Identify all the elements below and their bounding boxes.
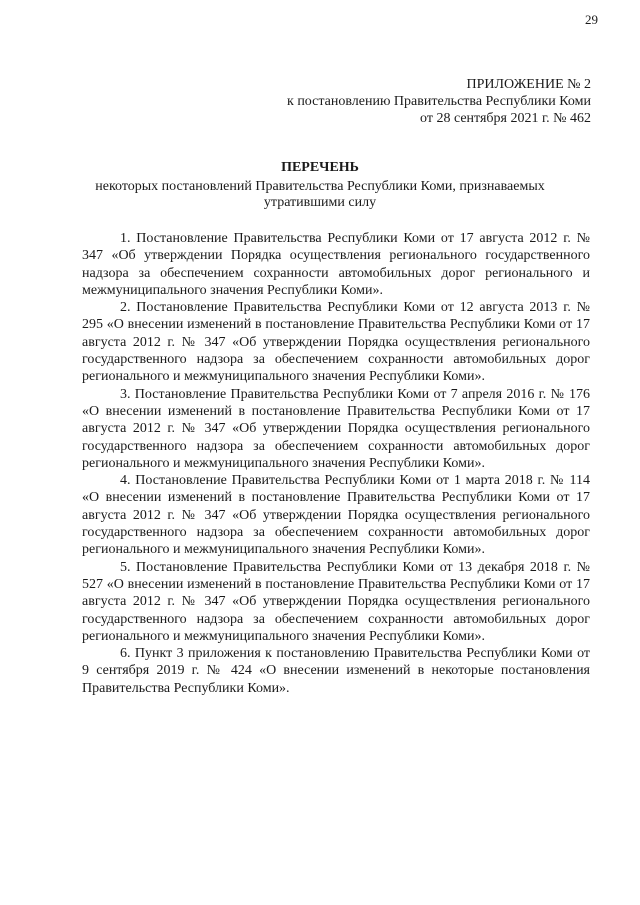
list-item: 5. Постановление Правительства Республики Коми от 13 декабря 2018 г. № 527 «О внесении изменений в постановление Правительства Республики Коми от 17 августа 2012 г. № 347 «Об утверждении Порядка осуществления регионального государственного надзора за обеспечением сохранности автомобильных дорог регионального и межмуниципального значения Республики Коми». <box>82 559 590 644</box>
document-subtitle-line-1: некоторых постановлений Правительства Республики Коми, признаваемых <box>95 179 545 194</box>
document-title: ПЕРЕЧЕНЬ <box>281 160 359 175</box>
list-item: 3. Постановление Правительства Республики Коми от 7 апреля 2016 г. № 176 «О внесении изменений в постановление Правительства Республики Коми от 17 августа 2012 г. № 347 «Об утверждении Порядка осуществления регионального государственного надзора за обеспечением сохранности автомобильных дорог регионального и межмуниципального значения Республики Коми». <box>82 386 590 471</box>
appendix-header <box>287 76 591 127</box>
decree-list <box>82 230 590 697</box>
list-item: 6. Пункт 3 приложения к постановлению Правительства Республики Коми от 9 сентября 2019 г. № 424 «О внесении изменений в некоторые постановления Правительства Республики Коми». <box>82 646 590 696</box>
appendix-date: от 28 сентября 2021 г. № 462 <box>420 111 591 126</box>
document-heading <box>0 160 640 211</box>
list-item: 2. Постановление Правительства Республики Коми от 12 августа 2013 г. № 295 «О внесении изменений в постановление Правительства Республики Коми от 17 августа 2012 г. № 347 «Об утверждении Порядка осуществления регионального государственного надзора за обеспечением сохранности автомобильных дорог регионального и межмуниципального значения Республики Коми». <box>82 300 590 385</box>
list-item: 4. Постановление Правительства Республики Коми от 1 марта 2018 г. № 114 «О внесении изменений в постановление Правительства Республики Коми от 17 августа 2012 г. № 347 «Об утверждении Порядка осуществления регионального государственного надзора за обеспечением сохранности автомобильных дорог регионального и межмуниципального значения Республики Коми». <box>82 473 590 558</box>
appendix-number: ПРИЛОЖЕНИЕ № 2 <box>466 77 591 92</box>
list-item: 1. Постановление Правительства Республики Коми от 17 августа 2012 г. № 347 «Об утверждении Порядка осуществления регионального государственного надзора за обеспечением сохранности автомобильных дорог регионального и межмуниципального значения Республики Коми». <box>82 231 590 298</box>
document-subtitle-line-2: утратившими силу <box>263 195 377 210</box>
page-number: 29 <box>585 12 598 27</box>
appendix-reference: к постановлению Правительства Республики Коми <box>287 94 591 109</box>
